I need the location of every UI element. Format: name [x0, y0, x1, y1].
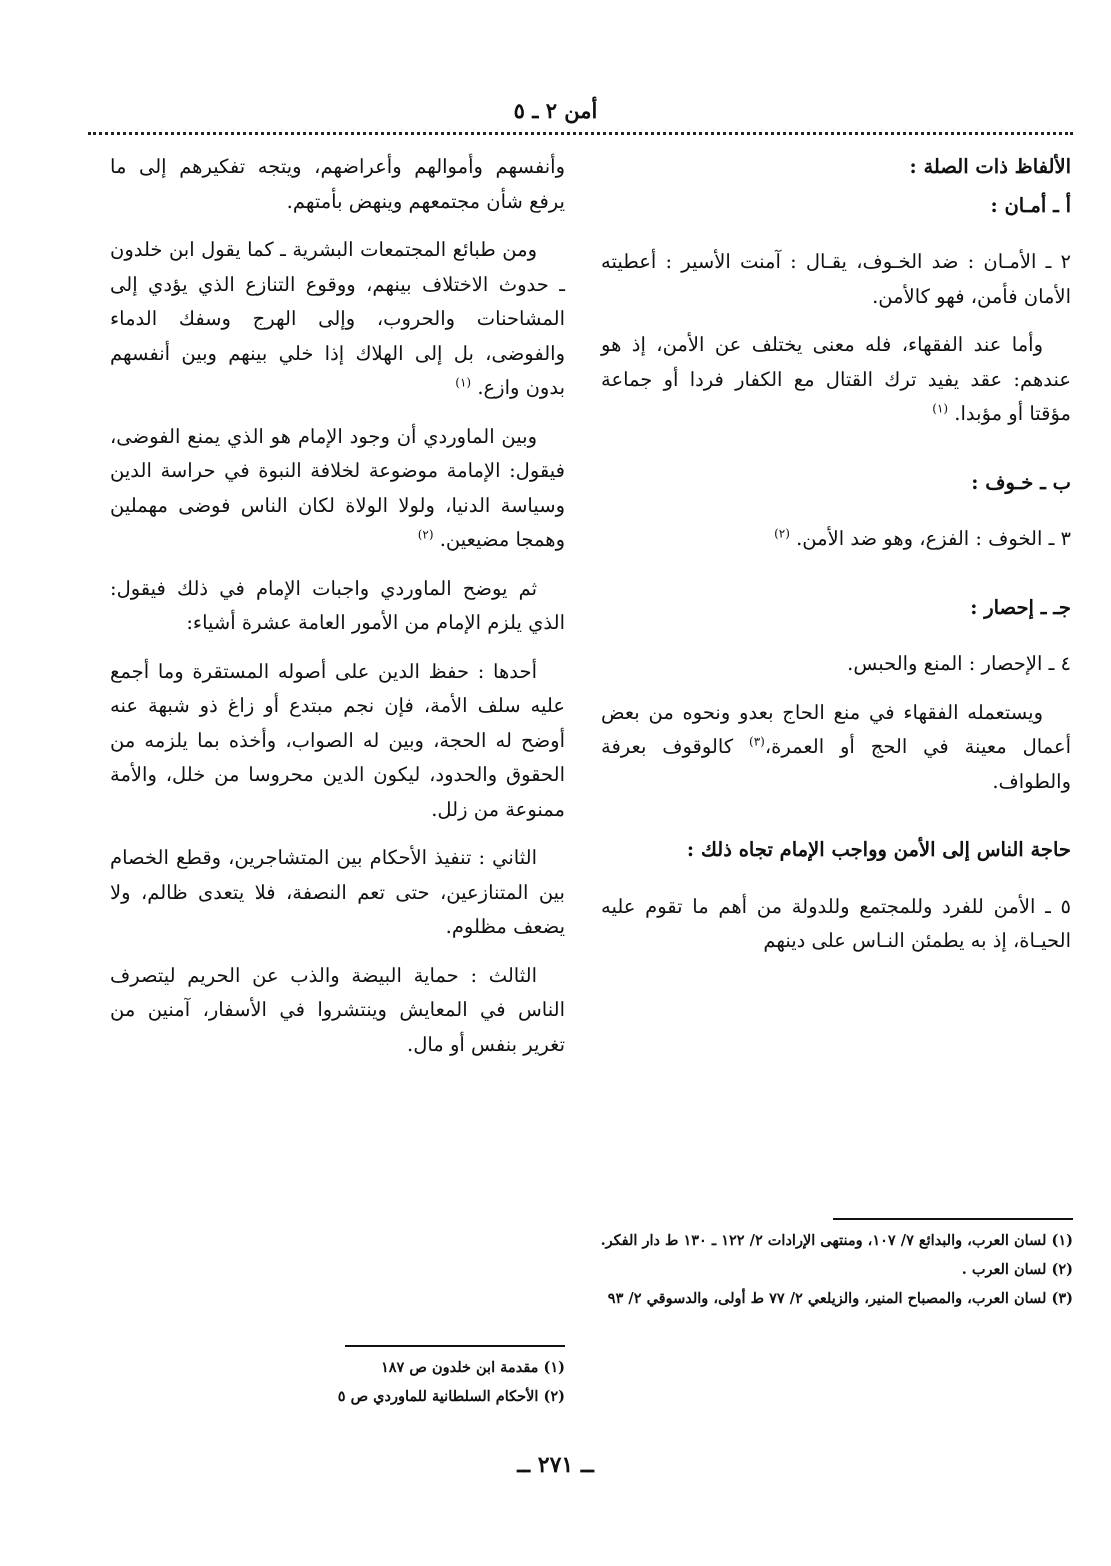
footnote: (٢) الأحكام السلطانية للماوردي ص ٥ — [337, 1388, 565, 1405]
paragraph-5: ٥ ـ الأمن للفرد وللمجتمع وللدولة من أهم ما تقوم عليه الحيـاة، إذ به يطمئن النـاس على دينهم — [601, 894, 1071, 952]
paragraph-duty-2: الثاني : تنفيذ الأحكام بين المتشاجرين، وقطع الخصام بين المتنازعين، حتى تعم النصفة، فلا يتعدى ظالم، ولا يضعف مظلوم. — [110, 846, 565, 938]
footnotes-left — [110, 1345, 565, 1413]
footnote: (١) مقدمة ابن خلدون ص ١٨٧ — [380, 1359, 565, 1376]
paragraph-continued: وأنفسهم وأموالهم وأعراضهم، ويتجه تفكيرهم إلى ما يرفع شأن مجتمعهم وينهض بأمتهم. — [110, 155, 565, 213]
paragraph-duty-3: الثالث : حماية البيضة والذب عن الحريم ليتصرف الناس في المعايش وينتشروا في الأسفار، آمنين من تغرير بنفس أو مال. — [110, 963, 565, 1056]
paragraph-ibn-khaldun-text: ومن طبائع المجتمعات البشرية ـ كما يقول ابن خلدون ـ حدوث الاختلاف بينهم، ووقوع التنازع الذي يؤدي إلى المشاحنات والحروب، وإلى الهرج وسفك الدماء والفوضى، بل إلى الهلاك إذا خلي بينهم وبين أنفسهم بدون وازع. — [110, 238, 565, 399]
paragraph-duty-1: أحدها : حفظ الدين على أصوله المستقرة وما أجمع عليه سلف الأمة، فإن نجم مبتدع أو زاغ ذو شبهة عنه أوضح له الحجة، وبين له الصواب، وأخذه بما يلزمه من الحقوق والحدود، ليكون الدين محروسا من خلل، والأمة ممنوعة من زلل. — [110, 659, 565, 821]
running-header: أمن ٢ ـ ٥ — [513, 98, 598, 123]
page-number: ــ ٢٧١ ــ — [517, 1452, 594, 1478]
heading-related-terms: الألفاظ ذات الصلة : — [909, 155, 1071, 178]
footnote: (٢) لسان العرب . — [961, 1261, 1073, 1278]
subheading-khawf: ب ـ خـوف : — [971, 470, 1071, 494]
paragraph-3 — [601, 522, 1071, 557]
paragraph-duties-intro: ثم يوضح الماوردي واجبات الإمام في ذلك فيقول: الذي يلزم الإمام من الأمور العامة عشرة أشياء: — [110, 576, 565, 634]
footnote-rule — [833, 1218, 1073, 1220]
footnote-ref: (٢) — [774, 526, 790, 541]
paragraph-2b-text: وأما عند الفقهاء، فله معنى يختلف عن الأمن، إذ هو عندهم: عقد يفيد ترك القتال مع الكفار فردا أو جماعة مؤقتا أو مؤبدا. — [601, 333, 1071, 425]
subheading-ihsar: جـ ـ إحصار : — [970, 595, 1071, 619]
footnote-ref: (١) — [932, 401, 949, 416]
paragraph-3-text: ٣ ـ الخوف : الفزع، وهو ضد الأمن. — [796, 527, 1071, 550]
paragraph-4: ٤ ـ الإحصار : المنع والحبس. — [847, 652, 1071, 675]
paragraph-2: ٢ ـ الأمـان : ضد الخـوف، يقـال : آمنت الأسير : أعطيته الأمان فأمن، فهو كالأمن. — [601, 250, 1071, 308]
paragraph-mawardi — [110, 420, 565, 558]
footnote: (٣) لسان العرب، والمصباح المنير، والزيلعي ٢/ ٧٧ ط أولى، والدسوقي ٢/ ٩٣ — [607, 1290, 1073, 1307]
subheading-aman: أ ـ أمـان : — [990, 193, 1071, 217]
paragraph-2b — [601, 328, 1071, 432]
right-column — [601, 150, 1071, 973]
footnote-ref: (٣) — [749, 734, 765, 749]
paragraph-4b-text-1: ويستعمله الفقهاء في منع الحاج بعدو ونحوه من بعض أعمال معينة في الحج أو العمرة، — [601, 700, 1071, 758]
paragraph-4b-text-2: كالوقوف بعرفة والطواف. — [601, 735, 1071, 793]
left-column — [110, 150, 565, 1076]
paragraph-mawardi-text: وبين الماوردي أن وجود الإمام هو الذي يمنع الفوضى، فيقول: الإمامة موضوعة لخلافة النبوة في حراسة الدين وسياسة الدنيا، ولولا الولاة لكان الناس فوضى مهملين وهمجا مضيعين. — [110, 424, 565, 551]
paragraph-4b — [601, 696, 1071, 800]
footnote-ref: (٢) — [417, 527, 434, 542]
footnote-rule — [345, 1345, 565, 1347]
header-dotted-rule — [88, 132, 1073, 135]
paragraph-ibn-khaldun — [110, 233, 565, 406]
footnote-ref: (١) — [455, 375, 472, 390]
footnotes-right — [599, 1218, 1073, 1315]
heading-need-for-security: حاجة الناس إلى الأمن وواجب الإمام تجاه ذلك : — [686, 838, 1071, 861]
footnote: (١) لسان العرب، والبدائع ٧/ ١٠٧، ومنتهى الإرادات ٢/ ١٢٢ ـ ١٣٠ ط دار الفكر. — [600, 1232, 1073, 1249]
